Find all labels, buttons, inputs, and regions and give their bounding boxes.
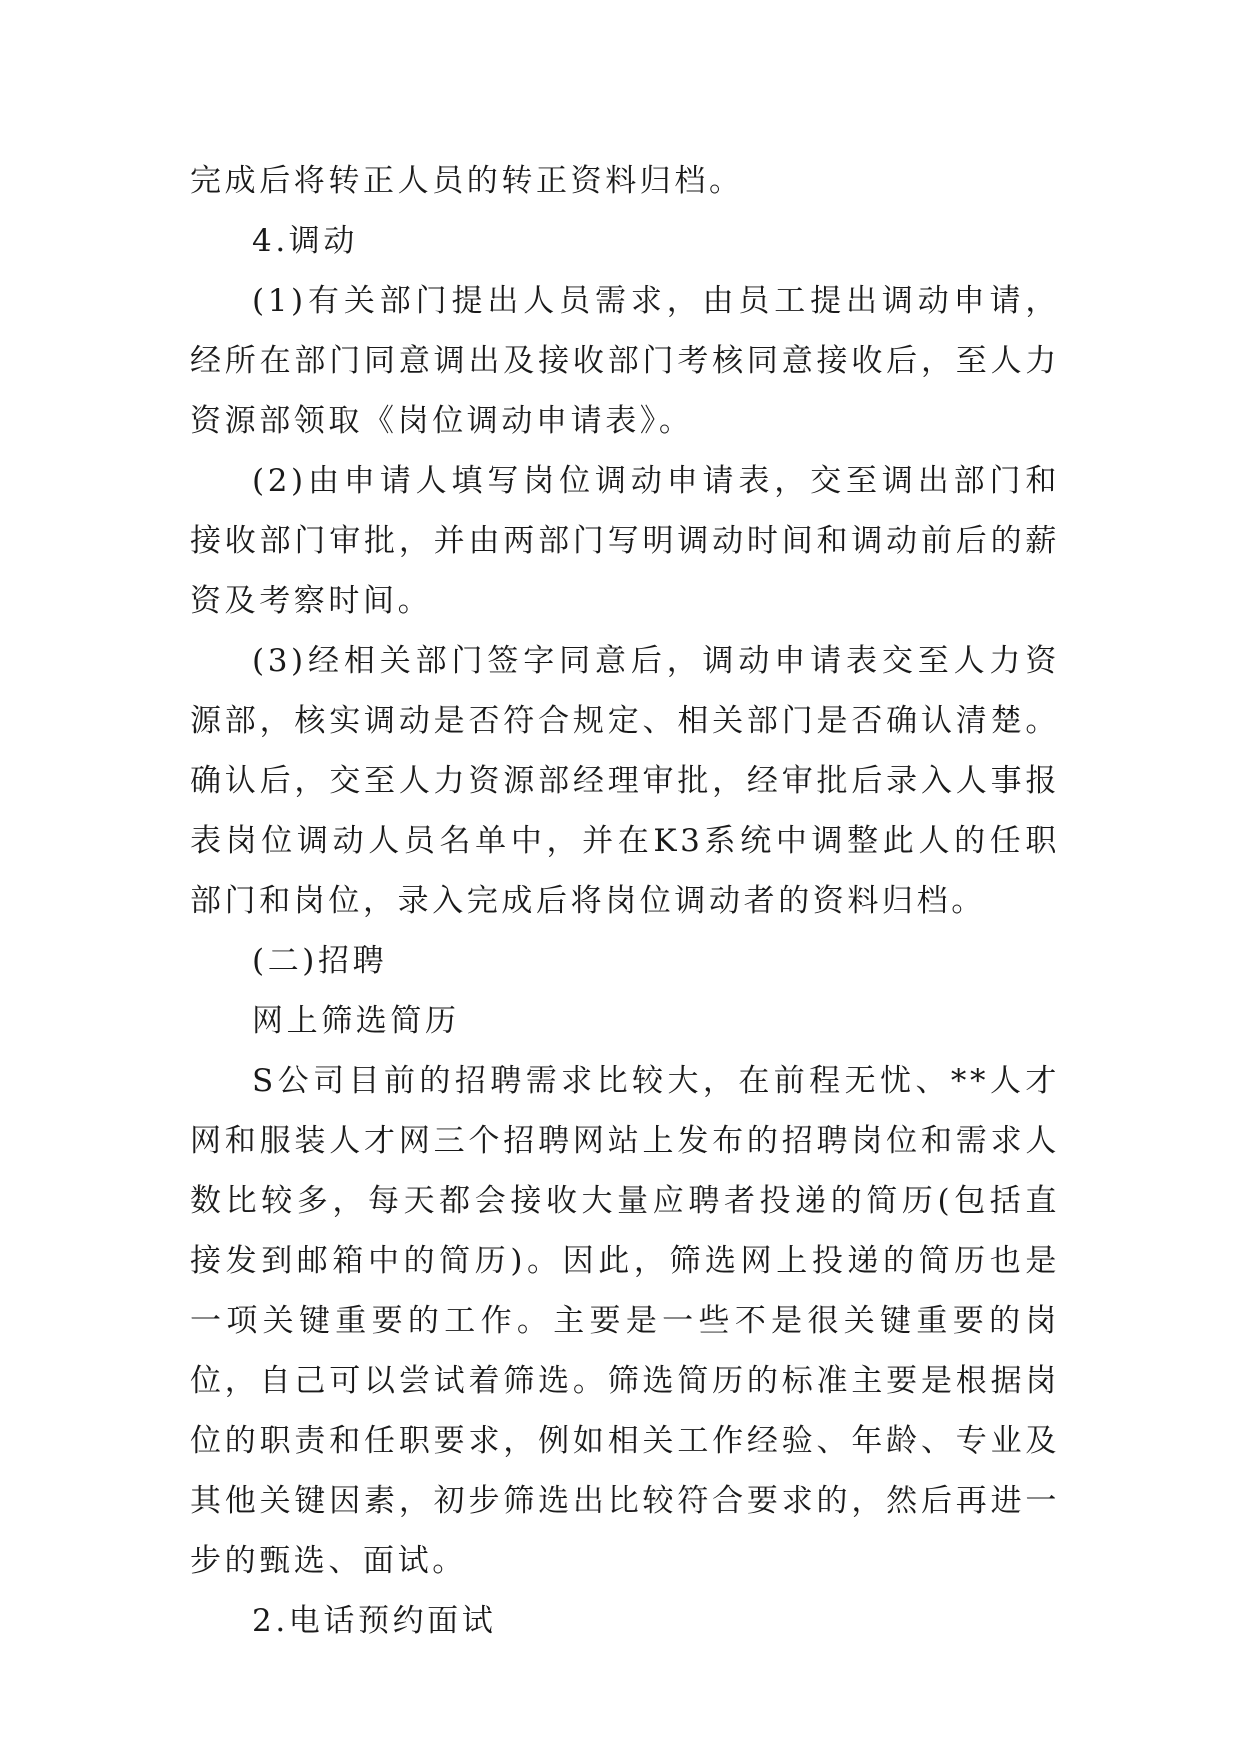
section-heading-recruitment: (二)招聘 [252,943,388,979]
document-body [190,151,1060,1651]
paragraph-continuation: 完成后将转正人员的转正资料归档。 [190,163,744,199]
paragraph-transfer-step-3: (3)经相关部门签字同意后，调动申请表交至人力资源部，核实调动是否符合规定、相关部门是否确认清楚。确认后，交至人力资源部经理审批，经审批后录入人事报表岗位调动人员名单中，并在K3系统中调整此人的任职部门和岗位，录入完成后将岗位调动者的资料归档。 [190,643,1060,919]
paragraph-transfer-step-2: (2)由申请人填写岗位调动申请表，交至调出部门和接收部门审批，并由两部门写明调动时间和调动前后的薪资及考察时间。 [190,463,1060,619]
paragraph-transfer-step-1: (1)有关部门提出人员需求，由员工提出调动申请，经所在部门同意调出及接收部门考核同意接收后，至人力资源部领取《岗位调动申请表》。 [190,283,1060,439]
subheading-phone-interview: 2.电话预约面试 [252,1603,497,1639]
paragraph-online-screening: S公司目前的招聘需求比较大，在前程无忧、**人才网和服装人才网三个招聘网站上发布的招聘岗位和需求人数比较多，每天都会接收大量应聘者投递的简历(包括直接发到邮箱中的简历)。因此，筛选网上投递的简历也是一项关键重要的工作。主要是一些不是很关键重要的岗位，自己可以尝试着筛选。筛选简历的标准主要是根据岗位的职责和任职要求，例如相关工作经验、年龄、专业及其他关键因素，初步筛选出比较符合要求的，然后再进一步的甄选、面试。 [190,1063,1060,1579]
section-heading-transfer: 4.调动 [252,223,358,259]
subheading-online-screening: 网上筛选简历 [252,1003,460,1039]
